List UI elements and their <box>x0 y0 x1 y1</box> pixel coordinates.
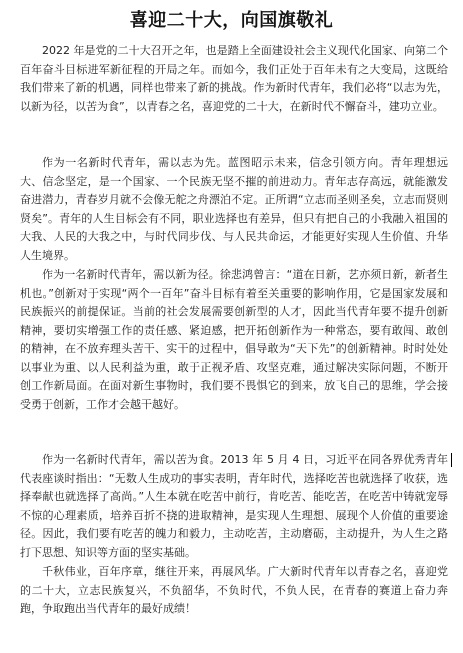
paragraph-ambition: 作为一名新时代青年，需以志为先。蓝图昭示未来，信念引领方向。青年理想远大、信念坚定，是一个国家、一个民族无坚不摧的前进动力。青年志存高远，就能激发奋进潜力，青春岁月就不会像无舵之舟漂泊不定。正所谓“立志而圣则圣矣，立志而贤则贤矣”。青年的人生目标会有不同，职业选择也有差异，但只有把自己的小我融入祖国的大我、人民的大我之中，与时代同步伐、与人民共命运，才能更好实现人生价值、升华人生境界。 <box>20 156 448 262</box>
document-title: 喜迎二十大，向国旗敬礼 <box>129 10 334 31</box>
paragraph-hardship: 作为一名新时代青年，需以苦为食。2013 年 5 月 4 日，习近平在同各界优秀青年代表座谈时指出：“无数人生成功的事实表明，青年时代，选择吃苦也就选择了收获，选择奉献也就选择了高尚。”人生本就在吃苦中前行，肯吃苦、能吃苦，在吃苦中铸就宠辱不惊的心理素质，培养百折不挠的进取精神，是实现人生理想、展现个人价值的重要途径。因此，我们要有吃苦的魄力和毅力，主动吃苦，主动磨砺，主动提升，为人生之路打下思想、知识等方面的坚实基础。 <box>20 453 448 559</box>
text-cursor <box>451 453 452 467</box>
paragraph-conclusion: 千秋伟业，百年序章，继往开来，再展风华。广大新时代青年以青春之名，喜迎党的二十大，立志民族复兴，不负韶华，不负时代，不负人民，在青春的赛道上奋力奔跑，争取跑出当代青年的最好成绩！ <box>20 565 448 615</box>
paragraph-intro: 2022 年是党的二十大召开之年，也是踏上全面建设社会主义现代化国家、向第二个百年奋斗目标进军新征程的开局之年。而如今，我们正处于百年未有之大变局，这既给我们带来了新的机遇，同样也带来了新的挑战。作为新时代青年，我们必将“以志为先，以新为径，以苦为食”，以青春之名，喜迎党的二十大，在新时代不懈奋斗，建功立业。 <box>20 44 448 113</box>
paragraph-innovation: 作为一名新时代青年，需以新为径。徐悲鸿曾言：“道在日新，艺亦须日新，新者生机也。”创新对于实现“两个一百年”奋斗目标有着至关重要的影响作用，它是国家发展和民族振兴的前提保证。当前的社会发展需要创新型的人才，因此当代青年要不提升创新精神，要切实增强工作的责任感、紧迫感，把开拓创新作为一种常态，要有敢闯、敢创的精神，在不放弃理头苦干、实干的过程中，倡导敢为“天下先”的创新精神。时时处处以事业为重、以人民利益为重，敢于正视矛盾、攻坚克难，通过解决实际问题，不断开创工作新局面。在面对新生事物时，我们要不畏惧它的到来，放飞自己的思维，学会接受勇于创新，工作才会越干越好。 <box>20 268 448 411</box>
